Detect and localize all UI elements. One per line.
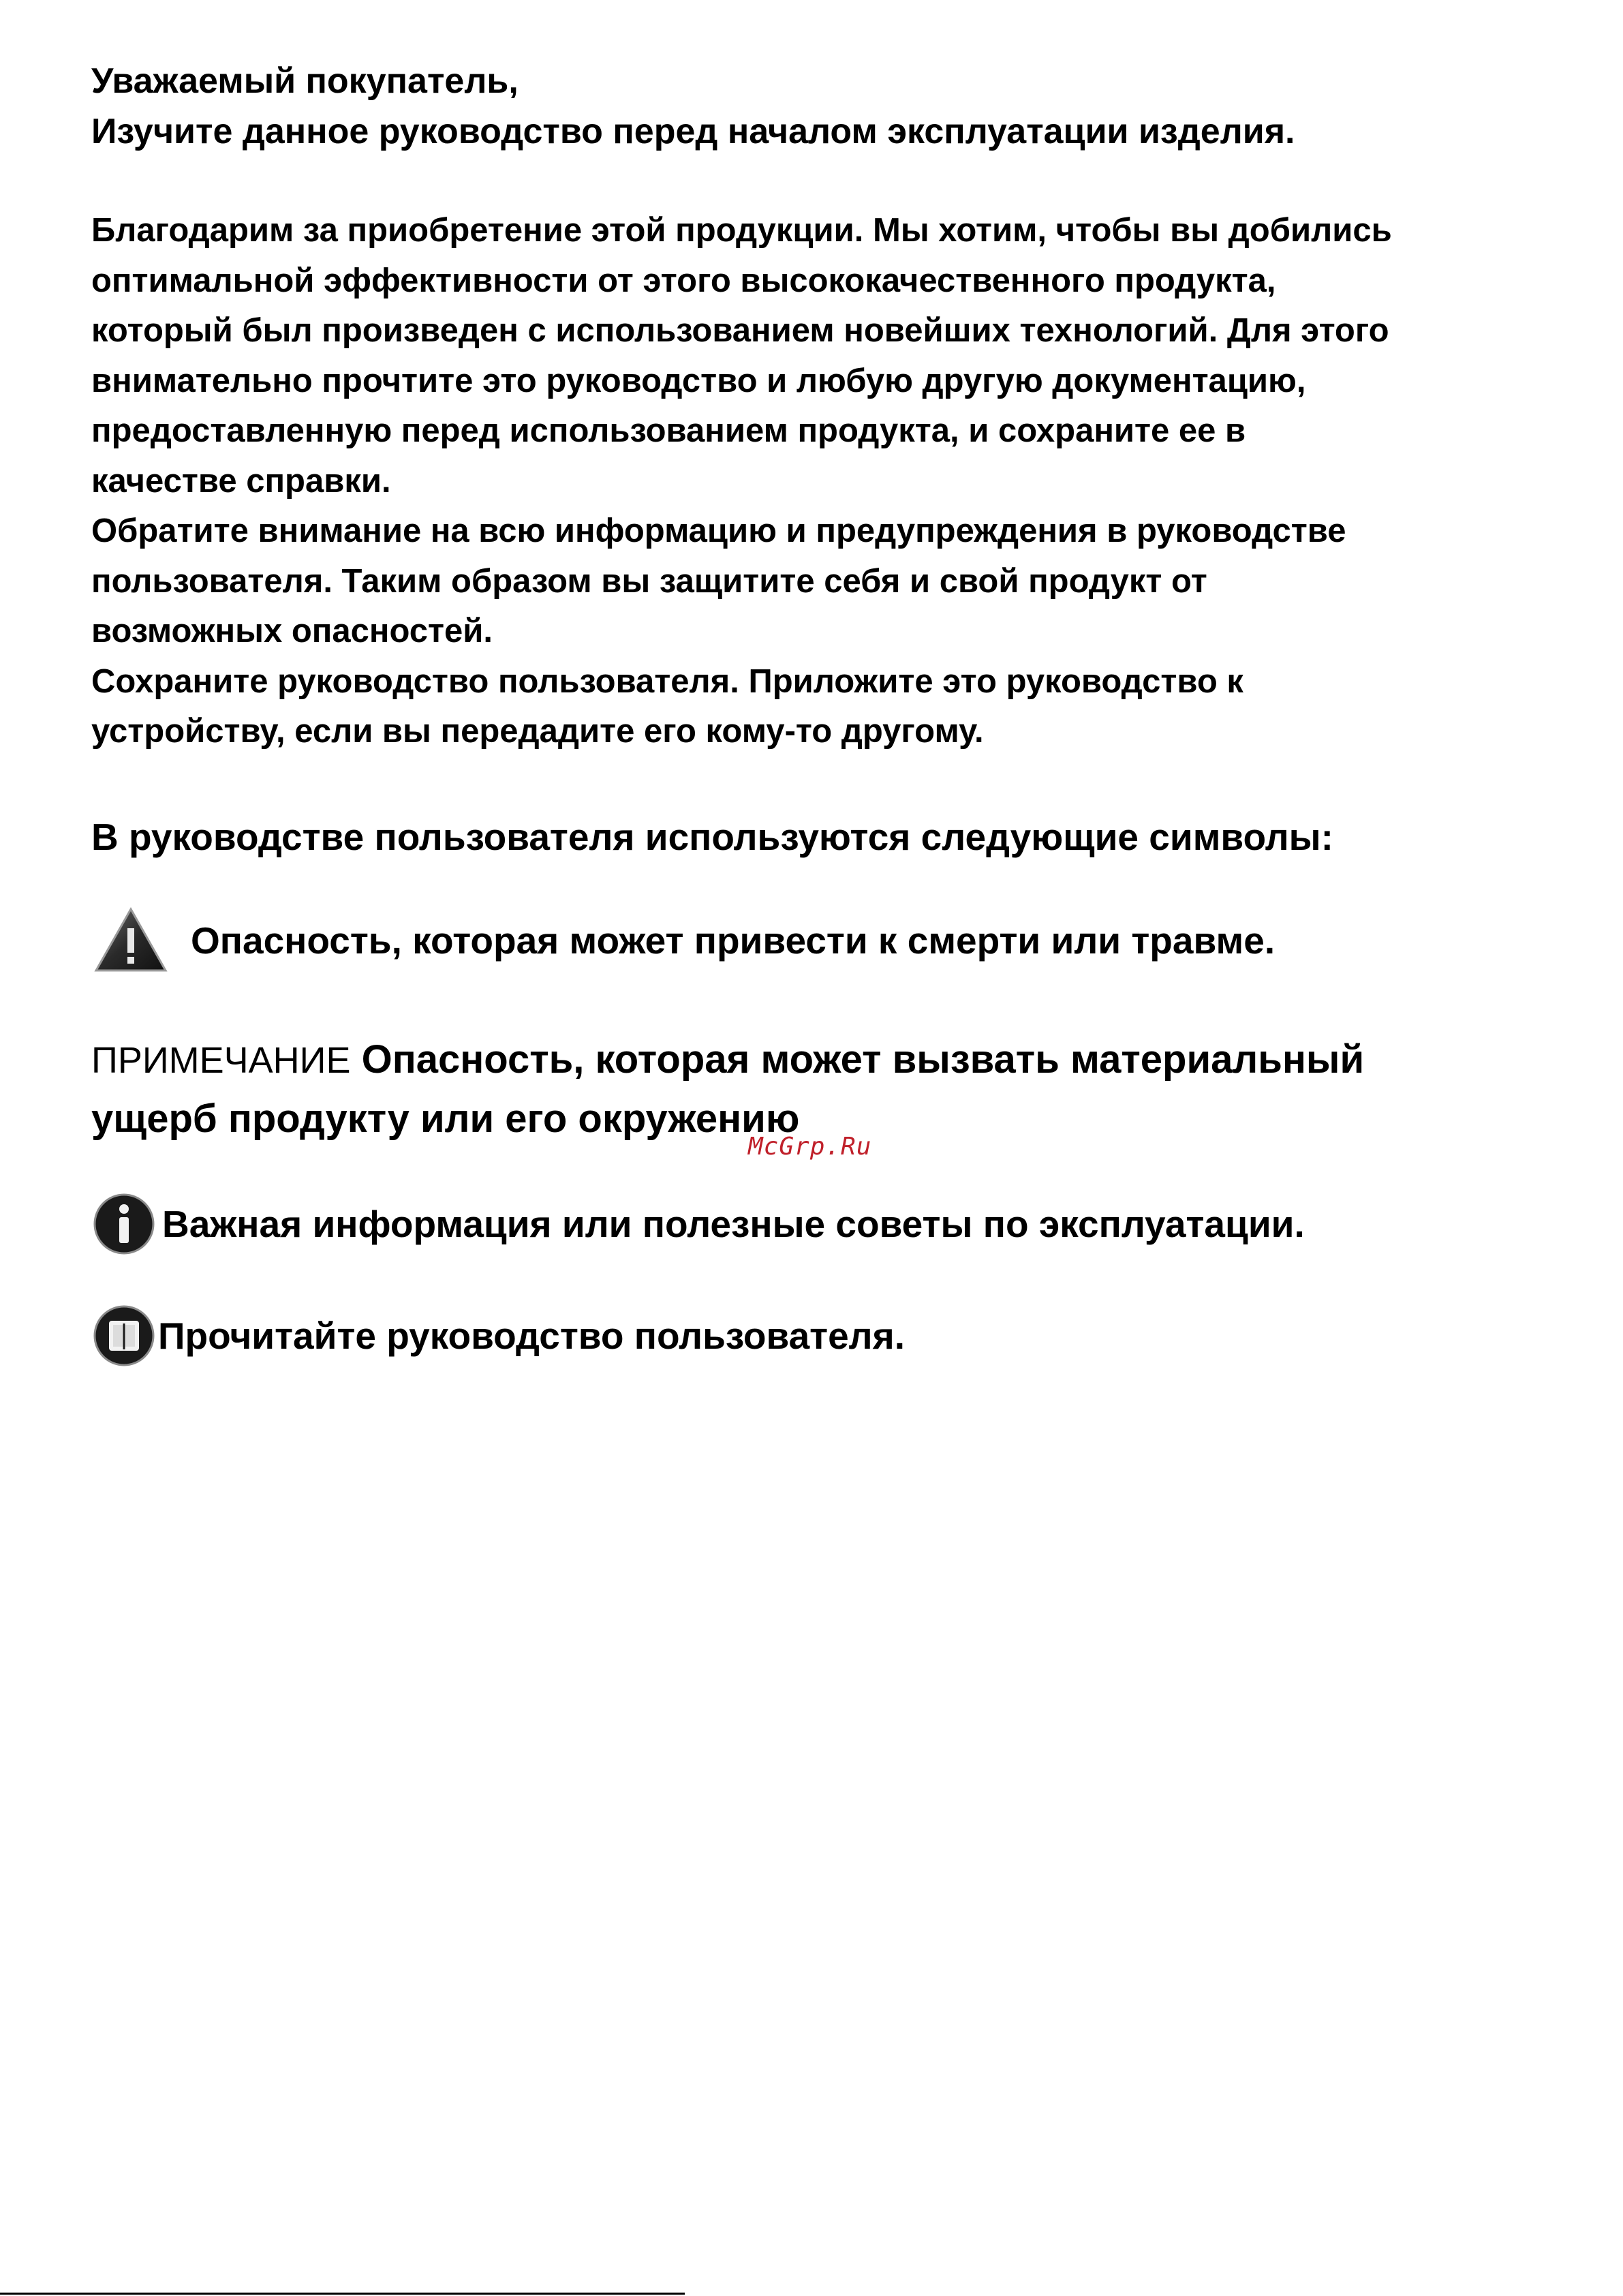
greeting-salutation: Уважаемый покупатель, — [91, 61, 519, 101]
intro-line: качестве справки. — [91, 462, 391, 500]
intro-paragraph-warnings — [91, 506, 1392, 657]
intro-line: устройству, если вы передадите его кому-то другому. — [91, 713, 984, 750]
intro-paragraph-keep-manual — [91, 657, 1392, 757]
intro-line: оптимальной эффективности от этого высококачественного продукта, — [91, 262, 1276, 299]
intro-text — [91, 206, 1392, 757]
info-icon — [91, 1191, 157, 1257]
note-label: ПРИМЕЧАНИЕ — [91, 1040, 351, 1081]
intro-line: Сохраните руководство пользователя. Приложите это руководство к — [91, 662, 1243, 700]
intro-line: предоставленную перед использованием продукта, и сохраните ее в — [91, 412, 1246, 449]
symbol-info-row — [91, 1190, 1305, 1258]
greeting — [91, 56, 1295, 157]
intro-line: пользователя. Таким образом вы защитите себя и свой продукт от — [91, 562, 1207, 600]
symbols-heading: В руководстве пользователя используются следующие символы: — [91, 816, 1333, 858]
read-manual-icon — [91, 1303, 157, 1368]
intro-line: который был произведен с использованием новейших технологий. Для этого — [91, 312, 1389, 349]
symbol-read-row — [91, 1302, 905, 1370]
symbol-read-text: Прочитайте руководство пользователя. — [158, 1315, 905, 1357]
intro-line: Обратите внимание на всю информацию и предупреждения в руководстве — [91, 512, 1346, 549]
symbol-danger-text: Опасность, которая может привести к смерти или травме. — [191, 919, 1276, 962]
note-text-line2: ущерб продукту или его окружению — [91, 1097, 800, 1141]
intro-line: возможных опасностей. — [91, 613, 493, 649]
footer-divider — [0, 2293, 685, 2295]
greeting-instruction: Изучите данное руководство перед началом эксплуатации изделия. — [91, 112, 1295, 151]
note-block — [91, 1030, 1364, 1148]
note-text-line1: Опасность, которая может вызвать материальный — [350, 1037, 1365, 1082]
watermark: McGrp.Ru — [748, 1133, 872, 1161]
symbol-danger-row — [91, 900, 1275, 981]
intro-line: внимательно прочтите это руководство и любую другую документацию, — [91, 362, 1306, 399]
intro-paragraph-thanks — [91, 206, 1392, 506]
symbol-info-text: Важная информация или полезные советы по эксплуатации. — [162, 1203, 1305, 1245]
intro-line: Благодарим за приобретение этой продукции. Мы хотим, чтобы вы добились — [91, 212, 1392, 249]
warning-triangle-icon — [91, 903, 170, 978]
